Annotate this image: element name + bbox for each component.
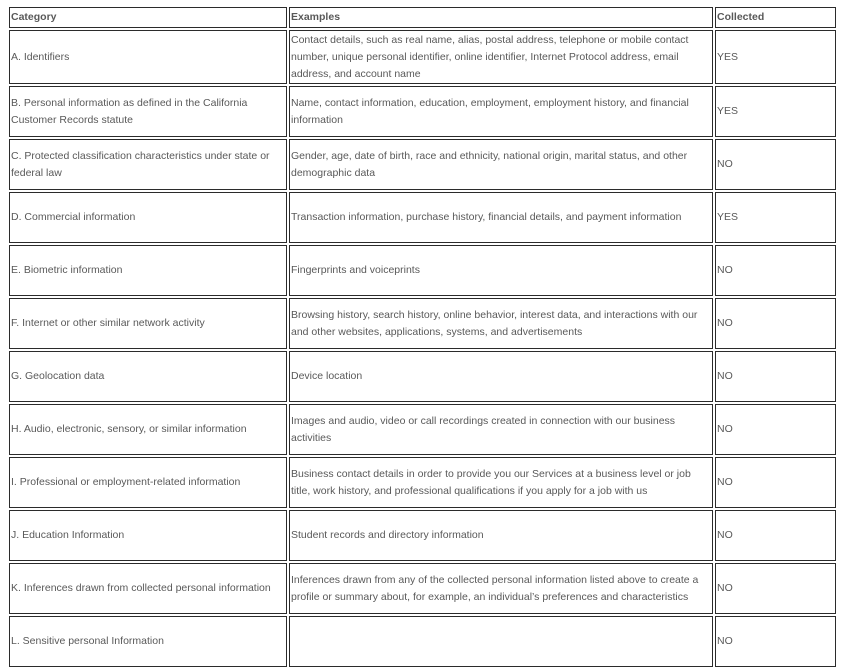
category-cell: A. Identifiers bbox=[9, 30, 287, 84]
table-row bbox=[9, 510, 836, 561]
table-row bbox=[9, 245, 836, 296]
header-category: Category bbox=[9, 7, 287, 28]
table-row bbox=[9, 192, 836, 243]
collected-cell: YES bbox=[715, 86, 836, 137]
examples-cell: Name, contact information, education, employment, employment history, and financial information bbox=[289, 86, 713, 137]
collected-cell: NO bbox=[715, 139, 836, 190]
category-cell: D. Commercial information bbox=[9, 192, 287, 243]
header-row bbox=[9, 7, 836, 28]
table-row bbox=[9, 139, 836, 190]
category-cell: B. Personal information as defined in the California Customer Records statute bbox=[9, 86, 287, 137]
examples-cell: Fingerprints and voiceprints bbox=[289, 245, 713, 296]
examples-cell: Transaction information, purchase history, financial details, and payment information bbox=[289, 192, 713, 243]
table-row bbox=[9, 457, 836, 508]
collected-cell: NO bbox=[715, 510, 836, 561]
collected-cell: NO bbox=[715, 457, 836, 508]
examples-cell: Device location bbox=[289, 351, 713, 402]
table-row bbox=[9, 616, 836, 667]
header-examples: Examples bbox=[289, 7, 713, 28]
collected-cell: NO bbox=[715, 563, 836, 614]
examples-cell: Gender, age, date of birth, race and ethnicity, national origin, marital status, and other demographic data bbox=[289, 139, 713, 190]
table-row bbox=[9, 86, 836, 137]
category-cell: H. Audio, electronic, sensory, or similar information bbox=[9, 404, 287, 455]
table-row bbox=[9, 404, 836, 455]
category-cell: L. Sensitive personal Information bbox=[9, 616, 287, 667]
collected-cell: NO bbox=[715, 351, 836, 402]
category-cell: C. Protected classification characteristics under state or federal law bbox=[9, 139, 287, 190]
category-cell: E. Biometric information bbox=[9, 245, 287, 296]
collected-cell: NO bbox=[715, 298, 836, 349]
collected-cell: NO bbox=[715, 616, 836, 667]
table-row bbox=[9, 298, 836, 349]
examples-cell: Student records and directory information bbox=[289, 510, 713, 561]
collected-cell: NO bbox=[715, 404, 836, 455]
examples-cell: Contact details, such as real name, alias, postal address, telephone or mobile contact number, unique personal identifier, online identifier, Internet Protocol address, email address, and account name bbox=[289, 30, 713, 84]
examples-cell: Inferences drawn from any of the collected personal information listed above to create a profile or summary about, for example, an individual’s preferences and characteristics bbox=[289, 563, 713, 614]
category-cell: F. Internet or other similar network activity bbox=[9, 298, 287, 349]
examples-cell bbox=[289, 616, 713, 667]
category-cell: G. Geolocation data bbox=[9, 351, 287, 402]
category-cell: J. Education Information bbox=[9, 510, 287, 561]
personal-information-table bbox=[7, 5, 838, 669]
table-row bbox=[9, 563, 836, 614]
examples-cell: Business contact details in order to provide you our Services at a business level or job title, work history, and professional qualifications if you apply for a job with us bbox=[289, 457, 713, 508]
table-row bbox=[9, 351, 836, 402]
examples-cell: Images and audio, video or call recordings created in connection with our business activities bbox=[289, 404, 713, 455]
header-collected: Collected bbox=[715, 7, 836, 28]
category-cell: K. Inferences drawn from collected personal information bbox=[9, 563, 287, 614]
table-row bbox=[9, 30, 836, 84]
category-cell: I. Professional or employment-related information bbox=[9, 457, 287, 508]
collected-cell: YES bbox=[715, 30, 836, 84]
examples-cell: Browsing history, search history, online behavior, interest data, and interactions with our and other websites, applications, systems, and advertisements bbox=[289, 298, 713, 349]
collected-cell: YES bbox=[715, 192, 836, 243]
collected-cell: NO bbox=[715, 245, 836, 296]
